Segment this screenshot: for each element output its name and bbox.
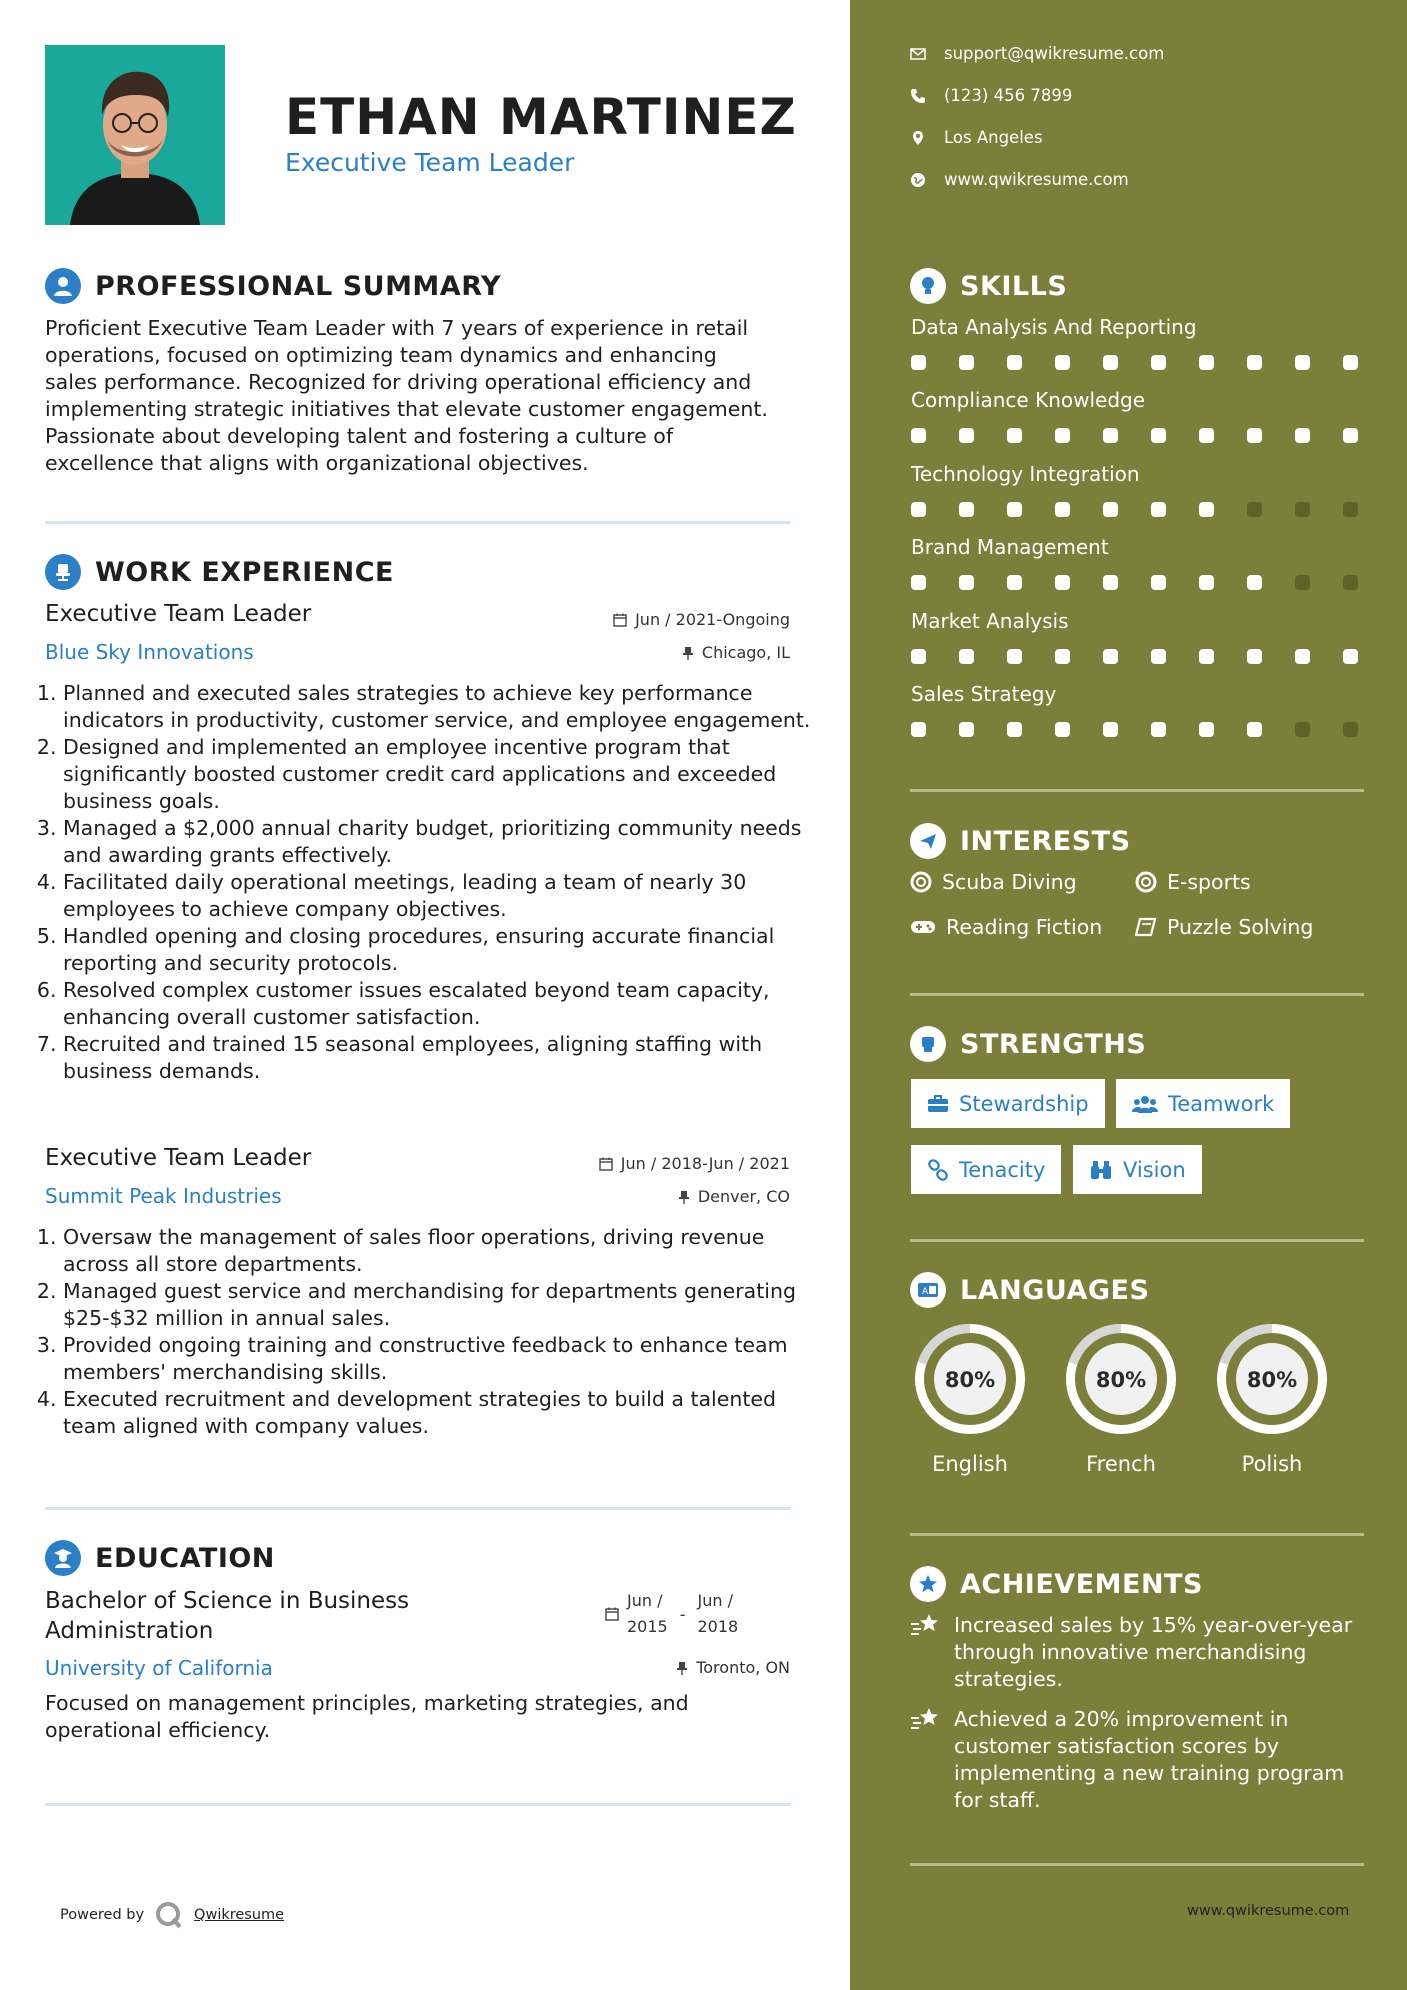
skill-rating [911, 355, 1358, 370]
skill-dot-filled [1151, 502, 1166, 517]
contact-website[interactable]: www.qwikresume.com [910, 170, 1129, 189]
divider [910, 789, 1364, 792]
binoculars-icon [1089, 1160, 1113, 1180]
skill-dot-filled [911, 722, 926, 737]
education-location: Toronto, ON [676, 1658, 790, 1677]
candidate-title: Executive Team Leader [285, 148, 575, 177]
fist-icon [910, 1026, 946, 1062]
list-item: 7. Recruited and trained 15 seasonal employees, aligning staffing with business demands. [63, 1031, 823, 1085]
skill-dot-filled [1295, 649, 1310, 664]
skill-dot-empty [1343, 575, 1358, 590]
briefcase-icon [927, 1095, 949, 1113]
language-name: English [932, 1452, 1008, 1476]
skill-dot-filled [1007, 722, 1022, 737]
interest-item: Reading Fiction [910, 915, 1102, 939]
job-title: Executive Team Leader [45, 1145, 312, 1171]
skill-dot-filled [1007, 428, 1022, 443]
pin-icon [682, 646, 694, 660]
skill-name: Market Analysis [911, 609, 1069, 633]
svg-text:80%: 80% [1246, 1368, 1298, 1392]
skill-dot-filled [1055, 575, 1070, 590]
interest-item: Scuba Diving [910, 870, 1077, 894]
divider [45, 1507, 791, 1510]
skill-dot-filled [1247, 575, 1262, 590]
skill-dot-empty [1295, 502, 1310, 517]
skill-dot-filled [1199, 722, 1214, 737]
skill-dot-filled [1055, 355, 1070, 370]
star-icon [910, 1566, 946, 1602]
language-gauge [909, 1318, 1031, 1440]
job-location: Chicago, IL [682, 643, 790, 662]
phone-icon [910, 88, 926, 104]
candidate-name: ETHAN MARTINEZ [285, 88, 797, 146]
skill-dot-filled [1007, 502, 1022, 517]
skill-dot-filled [1055, 428, 1070, 443]
skill-rating [911, 428, 1358, 443]
skills-heading: SKILLS [910, 268, 1067, 304]
achievements-heading: ACHIEVEMENTS [910, 1566, 1203, 1602]
company-name: Blue Sky Innovations [45, 640, 254, 664]
skill-dot-filled [911, 428, 926, 443]
language-gauge [1060, 1318, 1182, 1440]
globe-icon [910, 172, 926, 188]
skill-name: Brand Management [911, 535, 1109, 559]
graduate-icon [45, 1540, 81, 1576]
skill-dot-filled [1151, 575, 1166, 590]
strength-badge: Teamwork [1116, 1079, 1290, 1128]
skill-rating [911, 575, 1358, 590]
list-item: 2. Designed and implemented an employee incentive program that significantly boosted customer credit card applications and exceeded business goals. [63, 734, 823, 815]
skill-dot-filled [1295, 428, 1310, 443]
skill-dot-filled [1199, 428, 1214, 443]
divider [910, 993, 1364, 996]
languages-heading: A LANGUAGES [910, 1272, 1149, 1308]
language-item [909, 1318, 1031, 1476]
profile-photo [45, 45, 225, 225]
skill-dot-filled [1199, 502, 1214, 517]
job-dates: Jun / 2018-Jun / 2021 [599, 1154, 790, 1173]
shooting-star-icon [910, 1612, 942, 1638]
qwikresume-link[interactable]: Qwikresume [194, 1907, 285, 1923]
divider [45, 521, 791, 524]
divider [910, 1863, 1364, 1866]
user-icon [45, 268, 81, 304]
list-item: 3. Provided ongoing training and constructive feedback to enhance team members' merchandising skills. [63, 1332, 823, 1386]
skill-dot-filled [1199, 355, 1214, 370]
achievement-item: Achieved a 20% improvement in customer satisfaction scores by implementing a new training program for staff. [910, 1706, 1344, 1814]
list-item: 4. Facilitated daily operational meetings, leading a team of nearly 30 employees to achieve company objectives. [63, 869, 823, 923]
skill-dot-filled [1103, 575, 1118, 590]
translate-icon [910, 1272, 946, 1308]
skill-name: Technology Integration [911, 462, 1140, 486]
skill-dot-filled [1247, 722, 1262, 737]
skill-dot-filled [1007, 575, 1022, 590]
interests-heading: INTERESTS [910, 823, 1131, 859]
language-item [1211, 1318, 1333, 1476]
skill-name: Sales Strategy [911, 682, 1057, 706]
lightbulb-icon [910, 268, 946, 304]
skill-dot-filled [1055, 502, 1070, 517]
list-item: 5. Handled opening and closing procedures, ensuring accurate financial reporting and security protocols. [63, 923, 823, 977]
contact-phone[interactable]: (123) 456 7899 [910, 86, 1072, 105]
summary-text: Proficient Executive Team Leader with 7 years of experience in retail operations, focused on optimizing team dynamics and enhancing sales performance. Recognized for driving operational efficiency and implementing strategic initiatives that elevate customer engagement. Passionate about developing talent and fostering a culture of excellence that aligns with organizational objectives. [45, 316, 768, 475]
strength-badge: Vision [1073, 1145, 1202, 1194]
skill-dot-filled [1151, 649, 1166, 664]
job-dates: Jun / 2021-Ongoing [613, 610, 790, 629]
skill-dot-filled [1247, 428, 1262, 443]
summary-heading: PROFESSIONAL SUMMARY [45, 268, 501, 304]
skill-dot-filled [1055, 722, 1070, 737]
achievement-item: Increased sales by 15% year-over-year through innovative merchandising strategies. [910, 1612, 1352, 1693]
shooting-star-icon [910, 1706, 942, 1732]
skill-dot-filled [1007, 355, 1022, 370]
map-marker-icon [910, 130, 926, 146]
skill-rating [911, 502, 1358, 517]
skill-dot-filled [1055, 649, 1070, 664]
skill-dot-filled [911, 355, 926, 370]
interest-item: Puzzle Solving [1135, 915, 1313, 939]
skill-dot-filled [1199, 649, 1214, 664]
skill-dot-filled [911, 575, 926, 590]
skill-dot-filled [959, 649, 974, 664]
skill-dot-filled [1247, 355, 1262, 370]
skill-dot-empty [1247, 502, 1262, 517]
svg-text:80%: 80% [1095, 1368, 1147, 1392]
skill-dot-filled [1199, 575, 1214, 590]
job-bullets [45, 680, 823, 1085]
language-name: Polish [1241, 1452, 1303, 1476]
skill-dot-filled [1247, 649, 1262, 664]
skill-dot-filled [959, 428, 974, 443]
powered-by: Powered by Qwikresume [60, 1900, 284, 1930]
skill-dot-filled [959, 722, 974, 737]
life-ring-icon [910, 871, 932, 893]
language-gauge [1211, 1318, 1333, 1440]
skill-dot-filled [1151, 722, 1166, 737]
job-location: Denver, CO [678, 1187, 790, 1206]
skill-dot-filled [959, 355, 974, 370]
skill-dot-filled [1103, 722, 1118, 737]
skill-dot-empty [1343, 722, 1358, 737]
divider [910, 1239, 1364, 1242]
footer-website-link[interactable]: www.qwikresume.com [1187, 1903, 1350, 1919]
education-heading: EDUCATION [45, 1540, 275, 1576]
interest-item: E-sports [1135, 870, 1251, 894]
skill-dot-filled [1151, 428, 1166, 443]
education-dates: Jun / 2015 - Jun / 2018 [605, 1588, 738, 1640]
contact-email[interactable]: support@qwikresume.com [910, 44, 1164, 63]
skill-dot-filled [1007, 649, 1022, 664]
education-description: Focused on management principles, marketing strategies, and operational efficiency. [45, 1691, 689, 1742]
skill-dot-filled [959, 502, 974, 517]
job-bullets [45, 1224, 823, 1440]
skill-dot-empty [1343, 502, 1358, 517]
skill-dot-empty [1295, 575, 1310, 590]
skill-name: Data Analysis And Reporting [911, 315, 1197, 339]
svg-text:80%: 80% [944, 1368, 996, 1392]
job-title: Executive Team Leader [45, 601, 312, 627]
skill-dot-filled [1151, 355, 1166, 370]
paper-plane-icon [910, 823, 946, 859]
skill-dot-filled [1343, 649, 1358, 664]
language-name: French [1086, 1452, 1156, 1476]
list-item: 1. Planned and executed sales strategies to achieve key performance indicators in productivity, customer service, and employee engagement. [63, 680, 823, 734]
list-item: 4. Executed recruitment and development strategies to build a talented team aligned with company values. [63, 1386, 823, 1440]
list-item: 3. Managed a $2,000 annual charity budget, prioritizing community needs and awarding grants effectively. [63, 815, 823, 869]
strength-badge: Tenacity [911, 1145, 1061, 1194]
list-item: 6. Resolved complex customer issues escalated beyond team capacity, enhancing overall customer satisfaction. [63, 977, 823, 1031]
skill-dot-filled [1103, 649, 1118, 664]
calendar-icon [599, 1157, 613, 1171]
strength-badge: Stewardship [911, 1079, 1105, 1128]
degree: Bachelor of Science in Business Administration [45, 1588, 410, 1644]
qwikresume-logo-icon [154, 1900, 184, 1930]
skill-dot-filled [1103, 428, 1118, 443]
svg-text:A: A [922, 1287, 929, 1297]
skill-dot-filled [1103, 355, 1118, 370]
gamepad-icon [910, 918, 936, 936]
pin-icon [676, 1661, 688, 1675]
calendar-icon [605, 1607, 619, 1621]
skill-dot-filled [911, 502, 926, 517]
list-item: 1. Oversaw the management of sales floor operations, driving revenue across all store departments. [63, 1224, 823, 1278]
experience-heading: WORK EXPERIENCE [45, 554, 394, 590]
company-name: Summit Peak Industries [45, 1184, 282, 1208]
skill-dot-filled [1103, 502, 1118, 517]
skill-dot-filled [959, 575, 974, 590]
skill-dot-filled [1343, 355, 1358, 370]
pin-icon [678, 1190, 690, 1204]
users-icon [1132, 1095, 1158, 1113]
divider [45, 1803, 791, 1806]
school-name: University of California [45, 1656, 273, 1680]
skill-rating [911, 649, 1358, 664]
skill-dot-empty [1295, 722, 1310, 737]
list-item: 2. Managed guest service and merchandising for departments generating $25-$32 million in annual sales. [63, 1278, 823, 1332]
life-ring-icon [1135, 871, 1157, 893]
chair-icon [45, 554, 81, 590]
language-item [1060, 1318, 1182, 1476]
skill-name: Compliance Knowledge [911, 388, 1146, 412]
strengths-heading: STRENGTHS [910, 1026, 1146, 1062]
link-icon [927, 1159, 949, 1181]
contact-location: Los Angeles [910, 128, 1043, 147]
book-icon [1135, 917, 1157, 937]
skill-rating [911, 722, 1358, 737]
calendar-icon [613, 613, 627, 627]
skill-dot-filled [1343, 428, 1358, 443]
skill-dot-filled [1295, 355, 1310, 370]
divider [910, 1533, 1364, 1536]
envelope-icon [910, 48, 926, 60]
skill-dot-filled [911, 649, 926, 664]
